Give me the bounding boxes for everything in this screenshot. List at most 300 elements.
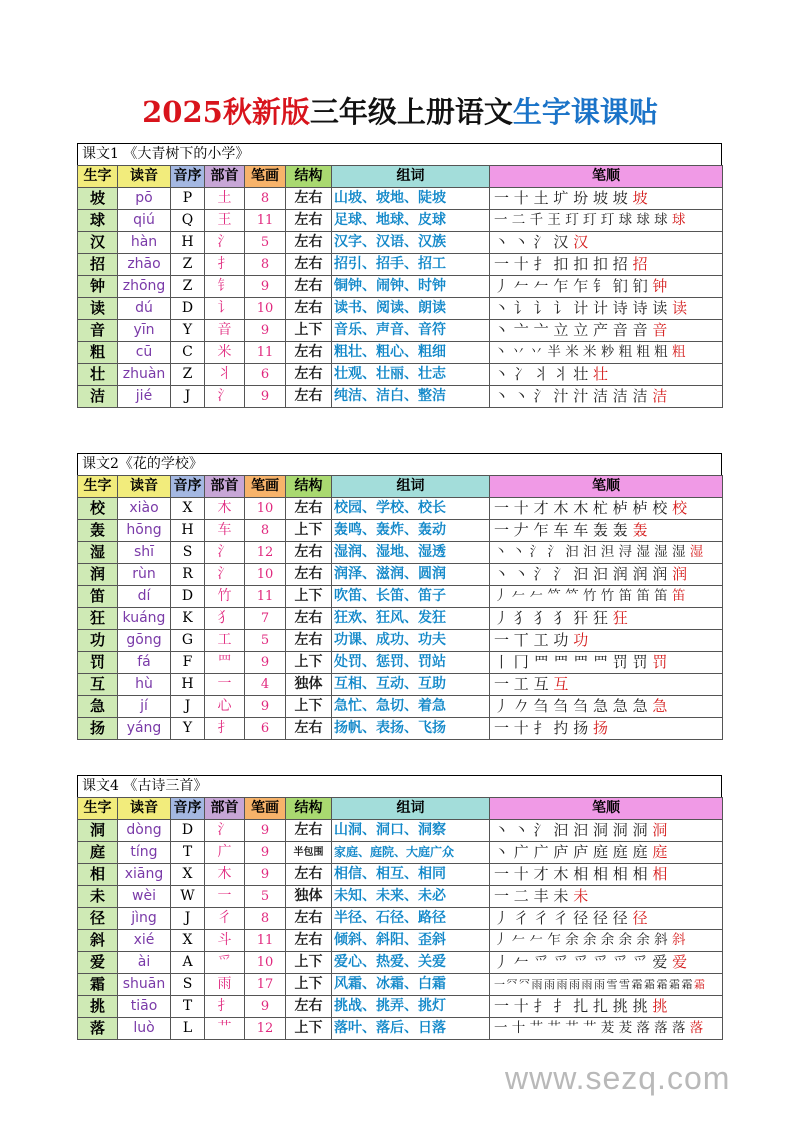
- stroke-count-cell: 5: [245, 886, 286, 908]
- initial-cell: X: [171, 864, 205, 886]
- structure-cell: 上下: [286, 696, 332, 718]
- structure-cell: 上下: [286, 520, 332, 542]
- words-cell: 粗壮、粗心、粗细: [332, 342, 490, 364]
- stroke-count-cell: 6: [245, 718, 286, 740]
- stroke-order-cell: 一 十 土 圹 坋 坡 坡 坡: [490, 188, 723, 210]
- table-row: [78, 974, 723, 996]
- column-header: 生字: [78, 798, 118, 820]
- table-row: [78, 232, 723, 254]
- structure-cell: 左右: [286, 276, 332, 298]
- stroke-order-cell: 一 𠂇 乍 车 车 轰 轰 轰: [490, 520, 723, 542]
- structure-cell: 左右: [286, 930, 332, 952]
- initial-cell: Y: [171, 718, 205, 740]
- radical-cell: 钅: [205, 276, 245, 298]
- stroke-count-cell: 9: [245, 652, 286, 674]
- radical-cell: 犭: [205, 608, 245, 630]
- initial-cell: X: [171, 498, 205, 520]
- radical-cell: 氵: [205, 564, 245, 586]
- char-cell: 洁: [78, 386, 118, 408]
- char-cell: 径: [78, 908, 118, 930]
- title-part3: 生字课课贴: [512, 95, 658, 129]
- initial-cell: T: [171, 842, 205, 864]
- lesson-block: [77, 143, 722, 408]
- radical-cell: 彳: [205, 908, 245, 930]
- pinyin-cell: xiāng: [118, 864, 171, 886]
- table-header-row: [78, 798, 723, 820]
- column-header: 生字: [78, 166, 118, 188]
- radical-cell: 竹: [205, 586, 245, 608]
- stroke-order-cell: 一 十 才 木 木 杧 栌 栌 校 校: [490, 498, 723, 520]
- radical-cell: 扌: [205, 718, 245, 740]
- column-header: 笔顺: [490, 798, 723, 820]
- structure-cell: 左右: [286, 718, 332, 740]
- stroke-count-cell: 11: [245, 342, 286, 364]
- words-cell: 相信、相互、相同: [332, 864, 490, 886]
- words-cell: 纯洁、洁白、整洁: [332, 386, 490, 408]
- column-header: 组词: [332, 166, 490, 188]
- table-row: [78, 674, 723, 696]
- stroke-count-cell: 7: [245, 608, 286, 630]
- stroke-count-cell: 6: [245, 364, 286, 386]
- stroke-count-cell: 12: [245, 1018, 286, 1040]
- stroke-order-cell: 丿 𠂉 𠂉 乍 乍 钅 钔 钔 钟: [490, 276, 723, 298]
- radical-cell: 氵: [205, 232, 245, 254]
- structure-cell: 左右: [286, 210, 332, 232]
- pinyin-cell: shuān: [118, 974, 171, 996]
- column-header: 结构: [286, 476, 332, 498]
- char-cell: 爱: [78, 952, 118, 974]
- structure-cell: 左右: [286, 188, 332, 210]
- words-cell: 校园、学校、校长: [332, 498, 490, 520]
- structure-cell: 上下: [286, 1018, 332, 1040]
- words-cell: 落叶、落后、日落: [332, 1018, 490, 1040]
- radical-cell: 土: [205, 188, 245, 210]
- stroke-count-cell: 4: [245, 674, 286, 696]
- stroke-count-cell: 8: [245, 908, 286, 930]
- radical-cell: 讠: [205, 298, 245, 320]
- char-cell: 湿: [78, 542, 118, 564]
- stroke-order-cell: 丶 广 广 庐 庐 庭 庭 庭 庭: [490, 842, 723, 864]
- structure-cell: 左右: [286, 996, 332, 1018]
- structure-cell: 上下: [286, 652, 332, 674]
- char-cell: 壮: [78, 364, 118, 386]
- column-header: 读音: [118, 166, 171, 188]
- structure-cell: 独体: [286, 886, 332, 908]
- words-cell: 山洞、洞口、洞察: [332, 820, 490, 842]
- table-row: [78, 386, 723, 408]
- char-cell: 坡: [78, 188, 118, 210]
- stroke-order-cell: 丶 丶 氵 汉 汉: [490, 232, 723, 254]
- initial-cell: P: [171, 188, 205, 210]
- structure-cell: 左右: [286, 254, 332, 276]
- stroke-order-cell: 一 十 扌 扣 扣 扣 招 招: [490, 254, 723, 276]
- pinyin-cell: qiú: [118, 210, 171, 232]
- words-cell: 湿润、湿地、湿透: [332, 542, 490, 564]
- pinyin-cell: zhāo: [118, 254, 171, 276]
- words-cell: 爱心、热爱、关爱: [332, 952, 490, 974]
- radical-cell: 广: [205, 842, 245, 864]
- table-row: [78, 276, 723, 298]
- column-header: 结构: [286, 166, 332, 188]
- pinyin-cell: hōng: [118, 520, 171, 542]
- initial-cell: Q: [171, 210, 205, 232]
- char-cell: 功: [78, 630, 118, 652]
- lesson-table: [77, 797, 723, 1040]
- char-cell: 未: [78, 886, 118, 908]
- stroke-order-cell: 丶 丶 氵 氵 汩 汩 润 润 润 润: [490, 564, 723, 586]
- pinyin-cell: jí: [118, 696, 171, 718]
- initial-cell: Y: [171, 320, 205, 342]
- initial-cell: H: [171, 232, 205, 254]
- stroke-count-cell: 8: [245, 520, 286, 542]
- column-header: 笔画: [245, 476, 286, 498]
- words-cell: 急忙、急切、着急: [332, 696, 490, 718]
- stroke-order-cell: 丶 丷 丷 半 米 米 粆 粗 粗 粗 粗: [490, 342, 723, 364]
- char-cell: 狂: [78, 608, 118, 630]
- table-row: [78, 342, 723, 364]
- char-cell: 罚: [78, 652, 118, 674]
- char-cell: 钟: [78, 276, 118, 298]
- column-header: 部首: [205, 798, 245, 820]
- pinyin-cell: rùn: [118, 564, 171, 586]
- radical-cell: 音: [205, 320, 245, 342]
- pinyin-cell: luò: [118, 1018, 171, 1040]
- char-cell: 扬: [78, 718, 118, 740]
- char-cell: 轰: [78, 520, 118, 542]
- pinyin-cell: dòng: [118, 820, 171, 842]
- table-header-row: [78, 476, 723, 498]
- radical-cell: 心: [205, 696, 245, 718]
- stroke-count-cell: 11: [245, 210, 286, 232]
- lesson-block: [77, 775, 722, 1040]
- stroke-order-cell: 丿 彳 彳 彳 径 径 径 径: [490, 908, 723, 930]
- initial-cell: D: [171, 820, 205, 842]
- column-header: 生字: [78, 476, 118, 498]
- radical-cell: 一: [205, 674, 245, 696]
- initial-cell: G: [171, 630, 205, 652]
- radical-cell: 氵: [205, 386, 245, 408]
- stroke-order-cell: 一 十 艹 艹 艹 艹 茇 茇 落 落 落 落: [490, 1018, 723, 1040]
- initial-cell: K: [171, 608, 205, 630]
- radical-cell: 米: [205, 342, 245, 364]
- lesson-header: 课文1 《大青树下的小学》: [77, 143, 722, 165]
- column-header: 结构: [286, 798, 332, 820]
- pinyin-cell: xié: [118, 930, 171, 952]
- column-header: 笔顺: [490, 166, 723, 188]
- stroke-order-cell: 丨 冂 罒 罒 罒 罒 罚 罚 罚: [490, 652, 723, 674]
- table-row: [78, 1018, 723, 1040]
- stroke-count-cell: 9: [245, 320, 286, 342]
- table-row: [78, 188, 723, 210]
- stroke-count-cell: 8: [245, 254, 286, 276]
- table-row: [78, 996, 723, 1018]
- table-row: [78, 864, 723, 886]
- pinyin-cell: jìng: [118, 908, 171, 930]
- stroke-count-cell: 9: [245, 842, 286, 864]
- char-cell: 音: [78, 320, 118, 342]
- stroke-count-cell: 5: [245, 232, 286, 254]
- initial-cell: R: [171, 564, 205, 586]
- initial-cell: S: [171, 542, 205, 564]
- initial-cell: D: [171, 586, 205, 608]
- radical-cell: 丬: [205, 364, 245, 386]
- char-cell: 互: [78, 674, 118, 696]
- stroke-order-cell: 丿 𠂉 𠂉 𥫗 𥫗 竹 竹 笛 笛 笛 笛: [490, 586, 723, 608]
- structure-cell: 左右: [286, 908, 332, 930]
- words-cell: 未知、未来、未必: [332, 886, 490, 908]
- words-cell: 山坡、坡地、陡坡: [332, 188, 490, 210]
- stroke-order-cell: 丶 丶 氵 汁 汁 洁 洁 洁 洁: [490, 386, 723, 408]
- column-header: 部首: [205, 166, 245, 188]
- stroke-count-cell: 9: [245, 820, 286, 842]
- words-cell: 半径、石径、路径: [332, 908, 490, 930]
- stroke-count-cell: 9: [245, 696, 286, 718]
- pinyin-cell: jié: [118, 386, 171, 408]
- table-row: [78, 320, 723, 342]
- pinyin-cell: yīn: [118, 320, 171, 342]
- table-row: [78, 586, 723, 608]
- table-row: [78, 886, 723, 908]
- words-cell: 倾斜、斜阳、歪斜: [332, 930, 490, 952]
- table-row: [78, 498, 723, 520]
- structure-cell: 左右: [286, 564, 332, 586]
- initial-cell: Z: [171, 364, 205, 386]
- words-cell: 铜钟、闹钟、时钟: [332, 276, 490, 298]
- pinyin-cell: dú: [118, 298, 171, 320]
- stroke-order-cell: 一 二 千 王 玎 玎 玎 球 球 球 球: [490, 210, 723, 232]
- initial-cell: L: [171, 1018, 205, 1040]
- pinyin-cell: gōng: [118, 630, 171, 652]
- char-cell: 霜: [78, 974, 118, 996]
- initial-cell: X: [171, 930, 205, 952]
- column-header: 部首: [205, 476, 245, 498]
- structure-cell: 左右: [286, 232, 332, 254]
- table-row: [78, 952, 723, 974]
- pinyin-cell: yáng: [118, 718, 171, 740]
- structure-cell: 左右: [286, 342, 332, 364]
- char-cell: 笛: [78, 586, 118, 608]
- stroke-order-cell: 丶 亠 亠 立 立 产 音 音 音: [490, 320, 723, 342]
- stroke-count-cell: 10: [245, 298, 286, 320]
- structure-cell: 上下: [286, 952, 332, 974]
- char-cell: 急: [78, 696, 118, 718]
- char-cell: 相: [78, 864, 118, 886]
- title-part1: 2025秋新版: [142, 95, 310, 129]
- words-cell: 家庭、庭院、大庭广众: [332, 842, 490, 864]
- column-header: 笔画: [245, 166, 286, 188]
- stroke-order-cell: 一 ⺳ ⺳ 雨 雨 雨 雨 雨 雨 雪 雪 霜 霜 霜 霜 霜 霜: [490, 974, 723, 996]
- table-row: [78, 652, 723, 674]
- radical-cell: 氵: [205, 542, 245, 564]
- structure-cell: 独体: [286, 674, 332, 696]
- table-row: [78, 820, 723, 842]
- radical-cell: 雨: [205, 974, 245, 996]
- stroke-order-cell: 丶 丶 氵 汩 汩 洞 洞 洞 洞: [490, 820, 723, 842]
- stroke-count-cell: 17: [245, 974, 286, 996]
- table-row: [78, 542, 723, 564]
- radical-cell: 一: [205, 886, 245, 908]
- pinyin-cell: pō: [118, 188, 171, 210]
- column-header: 读音: [118, 798, 171, 820]
- words-cell: 处罚、惩罚、罚站: [332, 652, 490, 674]
- structure-cell: 左右: [286, 298, 332, 320]
- char-cell: 汉: [78, 232, 118, 254]
- words-cell: 读书、阅读、朗读: [332, 298, 490, 320]
- title-part2: 三年级上册语文: [309, 95, 513, 129]
- stroke-count-cell: 10: [245, 952, 286, 974]
- words-cell: 轰鸣、轰炸、轰动: [332, 520, 490, 542]
- words-cell: 功课、成功、功夫: [332, 630, 490, 652]
- stroke-order-cell: 丿 𠂉 爫 爫 爫 爫 爫 爫 爱 爱: [490, 952, 723, 974]
- initial-cell: J: [171, 386, 205, 408]
- stroke-count-cell: 12: [245, 542, 286, 564]
- column-header: 组词: [332, 798, 490, 820]
- radical-cell: 木: [205, 498, 245, 520]
- table-header-row: [78, 166, 723, 188]
- pinyin-cell: tiāo: [118, 996, 171, 1018]
- stroke-count-cell: 10: [245, 498, 286, 520]
- structure-cell: 左右: [286, 386, 332, 408]
- stroke-order-cell: 丿 𠂉 𠂉 乍 余 余 余 余 余 斜 斜: [490, 930, 723, 952]
- stroke-order-cell: 一 十 才 木 相 相 相 相 相: [490, 864, 723, 886]
- column-header: 音序: [171, 798, 205, 820]
- words-cell: 汉字、汉语、汉族: [332, 232, 490, 254]
- lesson-header: 课文4 《古诗三首》: [77, 775, 722, 797]
- initial-cell: D: [171, 298, 205, 320]
- stroke-order-cell: 丿 犭 犭 犭 犴 狂 狂: [490, 608, 723, 630]
- radical-cell: 工: [205, 630, 245, 652]
- char-cell: 庭: [78, 842, 118, 864]
- radical-cell: 氵: [205, 820, 245, 842]
- lesson-table: [77, 475, 723, 740]
- watermark-text: www.sezq.com: [505, 1060, 731, 1096]
- char-cell: 招: [78, 254, 118, 276]
- page-title: [0, 92, 800, 132]
- table-row: [78, 908, 723, 930]
- radical-cell: 扌: [205, 996, 245, 1018]
- initial-cell: T: [171, 996, 205, 1018]
- table-row: [78, 564, 723, 586]
- initial-cell: F: [171, 652, 205, 674]
- structure-cell: 上下: [286, 320, 332, 342]
- words-cell: 音乐、声音、音符: [332, 320, 490, 342]
- pinyin-cell: zhōng: [118, 276, 171, 298]
- words-cell: 扬帆、表扬、飞扬: [332, 718, 490, 740]
- stroke-order-cell: 一 十 扌 扚 扬 扬: [490, 718, 723, 740]
- pinyin-cell: fá: [118, 652, 171, 674]
- words-cell: 润泽、滋润、圆润: [332, 564, 490, 586]
- stroke-count-cell: 9: [245, 386, 286, 408]
- radical-cell: 罒: [205, 652, 245, 674]
- stroke-count-cell: 8: [245, 188, 286, 210]
- column-header: 组词: [332, 476, 490, 498]
- stroke-count-cell: 9: [245, 276, 286, 298]
- table-row: [78, 930, 723, 952]
- structure-cell: 左右: [286, 608, 332, 630]
- table-row: [78, 608, 723, 630]
- structure-cell: 左右: [286, 630, 332, 652]
- pinyin-cell: cū: [118, 342, 171, 364]
- initial-cell: S: [171, 974, 205, 996]
- initial-cell: H: [171, 674, 205, 696]
- pinyin-cell: zhuàn: [118, 364, 171, 386]
- column-header: 音序: [171, 476, 205, 498]
- stroke-order-cell: 丶 冫 丬 丬 壮 壮: [490, 364, 723, 386]
- stroke-count-cell: 11: [245, 930, 286, 952]
- stroke-count-cell: 10: [245, 564, 286, 586]
- radical-cell: 王: [205, 210, 245, 232]
- pinyin-cell: shī: [118, 542, 171, 564]
- column-header: 笔顺: [490, 476, 723, 498]
- table-row: [78, 842, 723, 864]
- initial-cell: W: [171, 886, 205, 908]
- pinyin-cell: dí: [118, 586, 171, 608]
- pinyin-cell: xiào: [118, 498, 171, 520]
- stroke-order-cell: 丿 𠂊 刍 刍 刍 急 急 急 急: [490, 696, 723, 718]
- stroke-order-cell: 一 十 扌 扌 扎 扎 挑 挑 挑: [490, 996, 723, 1018]
- initial-cell: C: [171, 342, 205, 364]
- char-cell: 读: [78, 298, 118, 320]
- table-row: [78, 210, 723, 232]
- radical-cell: 爫: [205, 952, 245, 974]
- char-cell: 洞: [78, 820, 118, 842]
- stroke-order-cell: 一 工 互 互: [490, 674, 723, 696]
- pinyin-cell: hù: [118, 674, 171, 696]
- table-row: [78, 630, 723, 652]
- structure-cell: 左右: [286, 820, 332, 842]
- pinyin-cell: wèi: [118, 886, 171, 908]
- pinyin-cell: hàn: [118, 232, 171, 254]
- radical-cell: 车: [205, 520, 245, 542]
- column-header: 音序: [171, 166, 205, 188]
- stroke-count-cell: 9: [245, 864, 286, 886]
- initial-cell: A: [171, 952, 205, 974]
- structure-cell: 上下: [286, 974, 332, 996]
- words-cell: 挑战、挑弄、挑灯: [332, 996, 490, 1018]
- pinyin-cell: tíng: [118, 842, 171, 864]
- words-cell: 足球、地球、皮球: [332, 210, 490, 232]
- initial-cell: J: [171, 908, 205, 930]
- char-cell: 挑: [78, 996, 118, 1018]
- char-cell: 落: [78, 1018, 118, 1040]
- table-row: [78, 298, 723, 320]
- initial-cell: Z: [171, 276, 205, 298]
- structure-cell: 左右: [286, 498, 332, 520]
- table-row: [78, 254, 723, 276]
- structure-cell: 半包围: [286, 842, 332, 864]
- table-row: [78, 520, 723, 542]
- char-cell: 球: [78, 210, 118, 232]
- char-cell: 润: [78, 564, 118, 586]
- structure-cell: 上下: [286, 586, 332, 608]
- words-cell: 风霜、冰霜、白霜: [332, 974, 490, 996]
- pinyin-cell: ài: [118, 952, 171, 974]
- stroke-order-cell: 丶 讠 讠 讠 计 计 诗 诗 读 读: [490, 298, 723, 320]
- radical-cell: 艹: [205, 1018, 245, 1040]
- structure-cell: 左右: [286, 542, 332, 564]
- words-cell: 互相、互动、互助: [332, 674, 490, 696]
- radical-cell: 扌: [205, 254, 245, 276]
- words-cell: 壮观、壮丽、壮志: [332, 364, 490, 386]
- initial-cell: J: [171, 696, 205, 718]
- stroke-count-cell: 9: [245, 996, 286, 1018]
- stroke-order-cell: 一 二 丰 未 未: [490, 886, 723, 908]
- stroke-order-cell: 丶 丶 氵 氵 汩 汩 泹 浔 湿 湿 湿 湿: [490, 542, 723, 564]
- radical-cell: 木: [205, 864, 245, 886]
- initial-cell: Z: [171, 254, 205, 276]
- stroke-count-cell: 5: [245, 630, 286, 652]
- pinyin-cell: kuáng: [118, 608, 171, 630]
